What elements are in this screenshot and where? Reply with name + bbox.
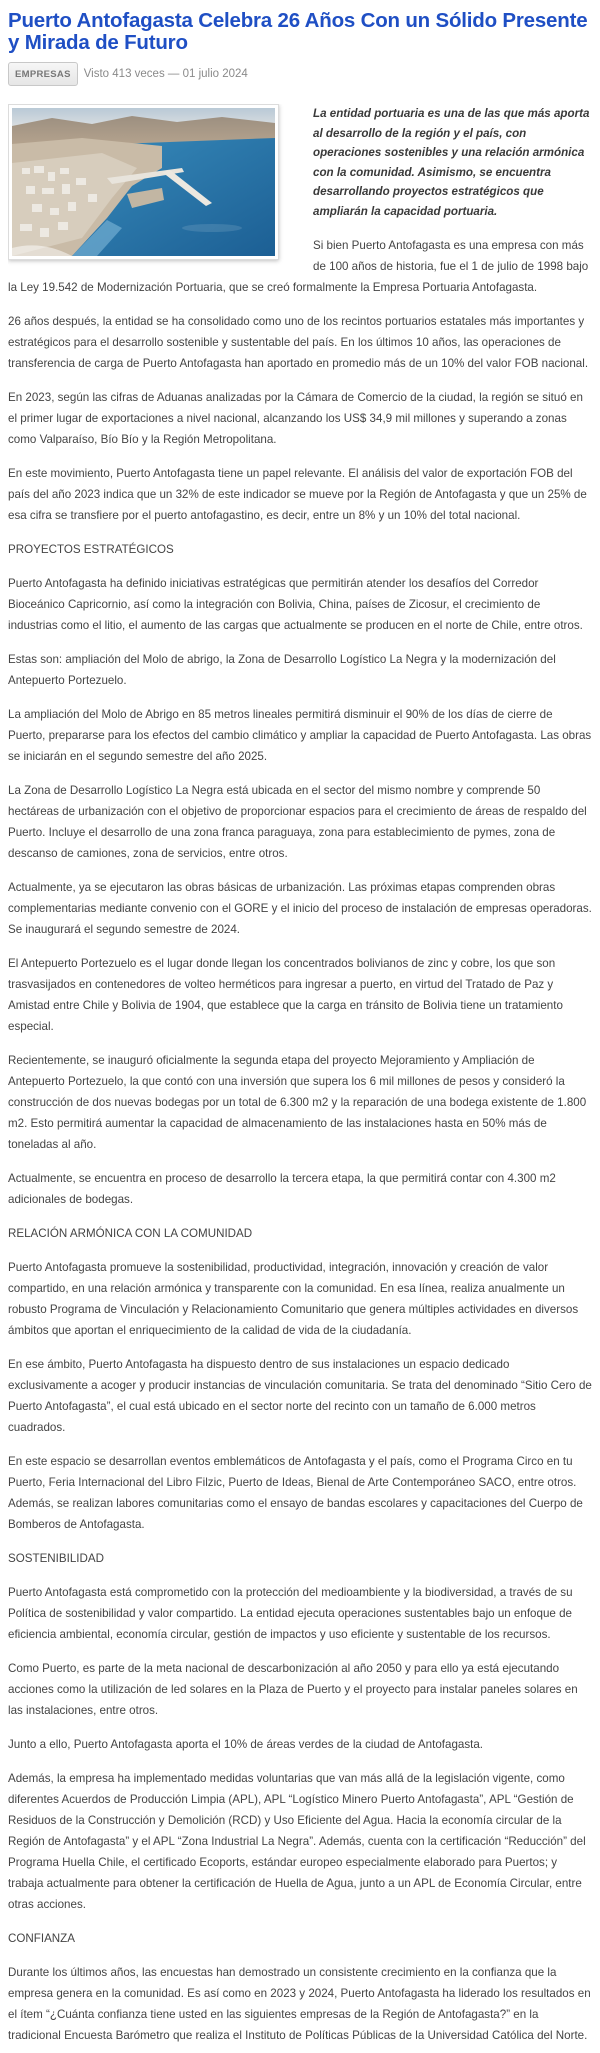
paragraph-4: En este movimiento, Puerto Antofagasta tiene un papel relevante. El análisis del valor de exportación FOB del país del año 2023 indica que un 32% de este indicador se mueve por la Región de Antofagasta y que un 25% de esa cifra se transfiere por el puerto antofagastino, es decir, entre un 8% y un 10% del total nacional. — [8, 466, 587, 522]
paragraph-1: Si bien Puerto Antofagasta es una empresa con más de 100 años de historia, fue el 1 de julio de 1998 bajo la Ley 19.542 de Modernización Portuaria, que se creó formalmente la Empresa Portuaria Antofagasta. — [8, 238, 589, 294]
section-heading-confianza: CONFIANZA — [8, 1931, 75, 1945]
paragraph-13: Puerto Antofagasta promueve la sostenibilidad, productividad, integración, innovación y creación de valor compartido, en una relación armónica y transparente con la comunidad. En esa línea, realiza anualmente un robusto Programa de Vinculación y Relacionamiento Comunitario que genera múltiples actividades en diversos ámbitos que aportan el enriquecimiento de la calidad de vida de la ciudadanía. — [8, 1260, 579, 1337]
paragraph-19: Además, la empresa ha implementado medidas voluntarias que van más allá de la legislación vigente, como diferentes Acuerdos de Producción Limpia (APL), APL “Logístico Minero Puerto Antofagasta”, APL “Gestión de Residuos de la Construcción y Demolición (RCD) y Uso Eficiente del Agua. Hacia la economía circular de la Región de Antofagasta” y el APL “Zona Industrial La Negra”. Además, cuenta con la certificación “Reducción” del Programa Huella Chile, el certificado Ecoports, estándar europeo especialmente elaborado para Puertos; y trabaja actualmente para obtener la certificación de Huella de Agua, junto a un APL de Economía Circular, entre otras acciones. — [8, 1771, 586, 1911]
paragraph-8: La Zona de Desarrollo Logístico La Negra está ubicada en el sector del mismo nombre y comprende 50 hectáreas de urbanización con el objetivo de proporcionar espacios para el crecimiento de áreas de respaldo del Puerto. Incluye el desarrollo de una zona franca paraguaya, zona para establecimiento de pymes, zona de descanso de camiones, zona de servicios, entre otros. — [8, 783, 587, 860]
paragraph-10: El Antepuerto Portezuelo es el lugar donde llegan los concentrados bolivianos de zinc y cobre, los que son trasvasijados en contenedores de volteo herméticos para ingresar a puerto, en virtud del Tratado de Paz y Amistad entre Chile y Bolivia de 1904, que establece que la carga en tránsito de Bolivia tiene un tratamiento especial. — [8, 956, 563, 1033]
paragraph-11: Recientemente, se inauguró oficialmente la segunda etapa del proyecto Mejoramiento y Ampliación de Antepuerto Portezuelo, la que contó con una inversión que supera los 6 mil millones de pesos y consideró la construcción de dos nuevas bodegas por un total de 6.300 m2 y la reparación de una bodega existente de 1.800 m2. Esto permitirá aumentar la capacidad de almacenamiento de las instalaciones hasta en 50% más de toneladas al año. — [8, 1053, 587, 1151]
lead-section — [8, 104, 592, 311]
category-badge[interactable]: EMPRESAS — [8, 62, 78, 86]
section-heading-comunidad: RELACIÓN ARMÓNICA CON LA COMUNIDAD — [8, 1226, 253, 1240]
paragraph-6: Estas son: ampliación del Molo de abrigo, la Zona de Desarrollo Logístico La Negra y la modernización del Antepuerto Portezuelo. — [8, 652, 556, 687]
paragraph-12: Actualmente, se encuentra en proceso de desarrollo la tercera etapa, la que permitirá contar con 4.300 m2 adicionales de bodegas. — [8, 1171, 556, 1206]
paragraph-9: Actualmente, ya se ejecutaron las obras básicas de urbanización. Las próximas etapas comprenden obras complementarias mediante convenio con el GORE y el inicio del proceso de instalación de empresas operadoras. Se inaugurará el segundo semestre de 2024. — [8, 880, 592, 936]
section-heading-sostenibilidad: SOSTENIBILIDAD — [8, 1551, 104, 1565]
section-heading-proyectos: PROYECTOS ESTRATÉGICOS — [8, 542, 174, 556]
paragraph-3: En 2023, según las cifras de Aduanas analizadas por la Cámara de Comercio de la ciudad, la región se situó en el primer lugar de exportaciones a nivel nacional, alcanzando los US$ 34,9 mil millones y superando a zonas como Valparaíso, Bío Bío y la Región Metropolitana. — [8, 390, 583, 446]
paragraph-16: Puerto Antofagasta está comprometido con la protección del medioambiente y la biodiversidad, a través de su Política de sostenibilidad y valor compartido. La entidad ejecuta operaciones sustentables bajo un enfoque de eficiencia ambiental, economía circular, gestión de impactos y uso eficiente y sustentable de los recursos. — [8, 1585, 573, 1641]
paragraph-18: Junto a ello, Puerto Antofagasta aporta el 10% de áreas verdes de la ciudad de Antofagasta. — [8, 1737, 484, 1751]
views-and-date: Visto 413 veces — 01 julio 2024 — [83, 68, 248, 80]
paragraph-2: 26 años después, la entidad se ha consolidado como uno de los recintos portuarios estatales más importantes y estratégicos para el desarrollo sostenible y sustentable del país. En los últimos 10 años, las operaciones de transferencia de carga de Puerto Antofagasta han aportado en promedio más de un 10% del valor FOB nacional. — [8, 314, 589, 370]
article-lead: La entidad portuaria es una de las que más aporta al desarrollo de la región y el país, con operaciones sostenibles y una relación armónica con la comunidad. Asimismo, se encuentra desarrollando proyectos estratégicos que ampliarán la capacidad portuaria. — [313, 107, 590, 218]
paragraph-17: Como Puerto, es parte de la meta nacional de descarbonización al año 2050 y para ello ya está ejecutando acciones como la utilización de led solares en la Plaza de Puerto y el proyecto para instalar paneles solares en las instalaciones, entre otros. — [8, 1661, 578, 1717]
article-meta — [8, 62, 592, 86]
paragraph-14: En ese ámbito, Puerto Antofagasta ha dispuesto dentro de sus instalaciones un espacio dedicado exclusivamente a acoger y producir instancias de vinculación comunitaria. Se trata del denominado “Sitio Cero de Puerto Antofagasta”, el cual está ubicado en el sector norte del recinto con un tamaño de 6.000 metros cuadrados. — [8, 1357, 592, 1434]
article-title: Puerto Antofagasta Celebra 26 Años Con un Sólido Presente y Mirada de Futuro — [8, 9, 588, 54]
paragraph-5: Puerto Antofagasta ha definido iniciativas estratégicas que permitirán atender los desafíos del Corredor Bioceánico Capricornio, así como la integración con Bolivia, China, países de Zicosur, el crecimiento de industrias como el litio, el aumento de las cargas que actualmente se producen en el norte de Chile, entre otros. — [8, 576, 583, 632]
paragraph-20: Durante los últimos años, las encuestas han demostrado un consistente crecimiento en la confianza que la empresa genera en la comunidad. Es así como en 2023 y 2024, Puerto Antofagasta ha liderado los resultados en el ítem “¿Cuánta confianza tiene usted en las siguientes empresas de la Región de Antofagasta?” en la tradicional Encuesta Barómetro que realiza el Instituto de Políticas Públicas de la Universidad Católica del Norte. — [8, 1965, 591, 2042]
article-photo — [8, 104, 279, 260]
paragraph-7: La ampliación del Molo de Abrigo en 85 metros lineales permitirá disminuir el 90% de los días de cierre de Puerto, prepararse para los efectos del cambio climático y ampliar la capacidad de Puerto Antofagasta. Las obras se iniciarán en el segundo semestre del año 2025. — [8, 707, 592, 763]
paragraph-15: En este espacio se desarrollan eventos emblemáticos de Antofagasta y el país, como el Programa Circo en tu Puerto, Feria Internacional del Libro Filzic, Puerto de Ideas, Bienal de Arte Contemporáneo SACO, entre otros. Además, se realizan labores comunitarias como el ensayo de bandas escolares y capacitaciones del Cuerpo de Bomberos de Antofagasta. — [8, 1454, 583, 1531]
port-aerial-image — [12, 108, 275, 256]
